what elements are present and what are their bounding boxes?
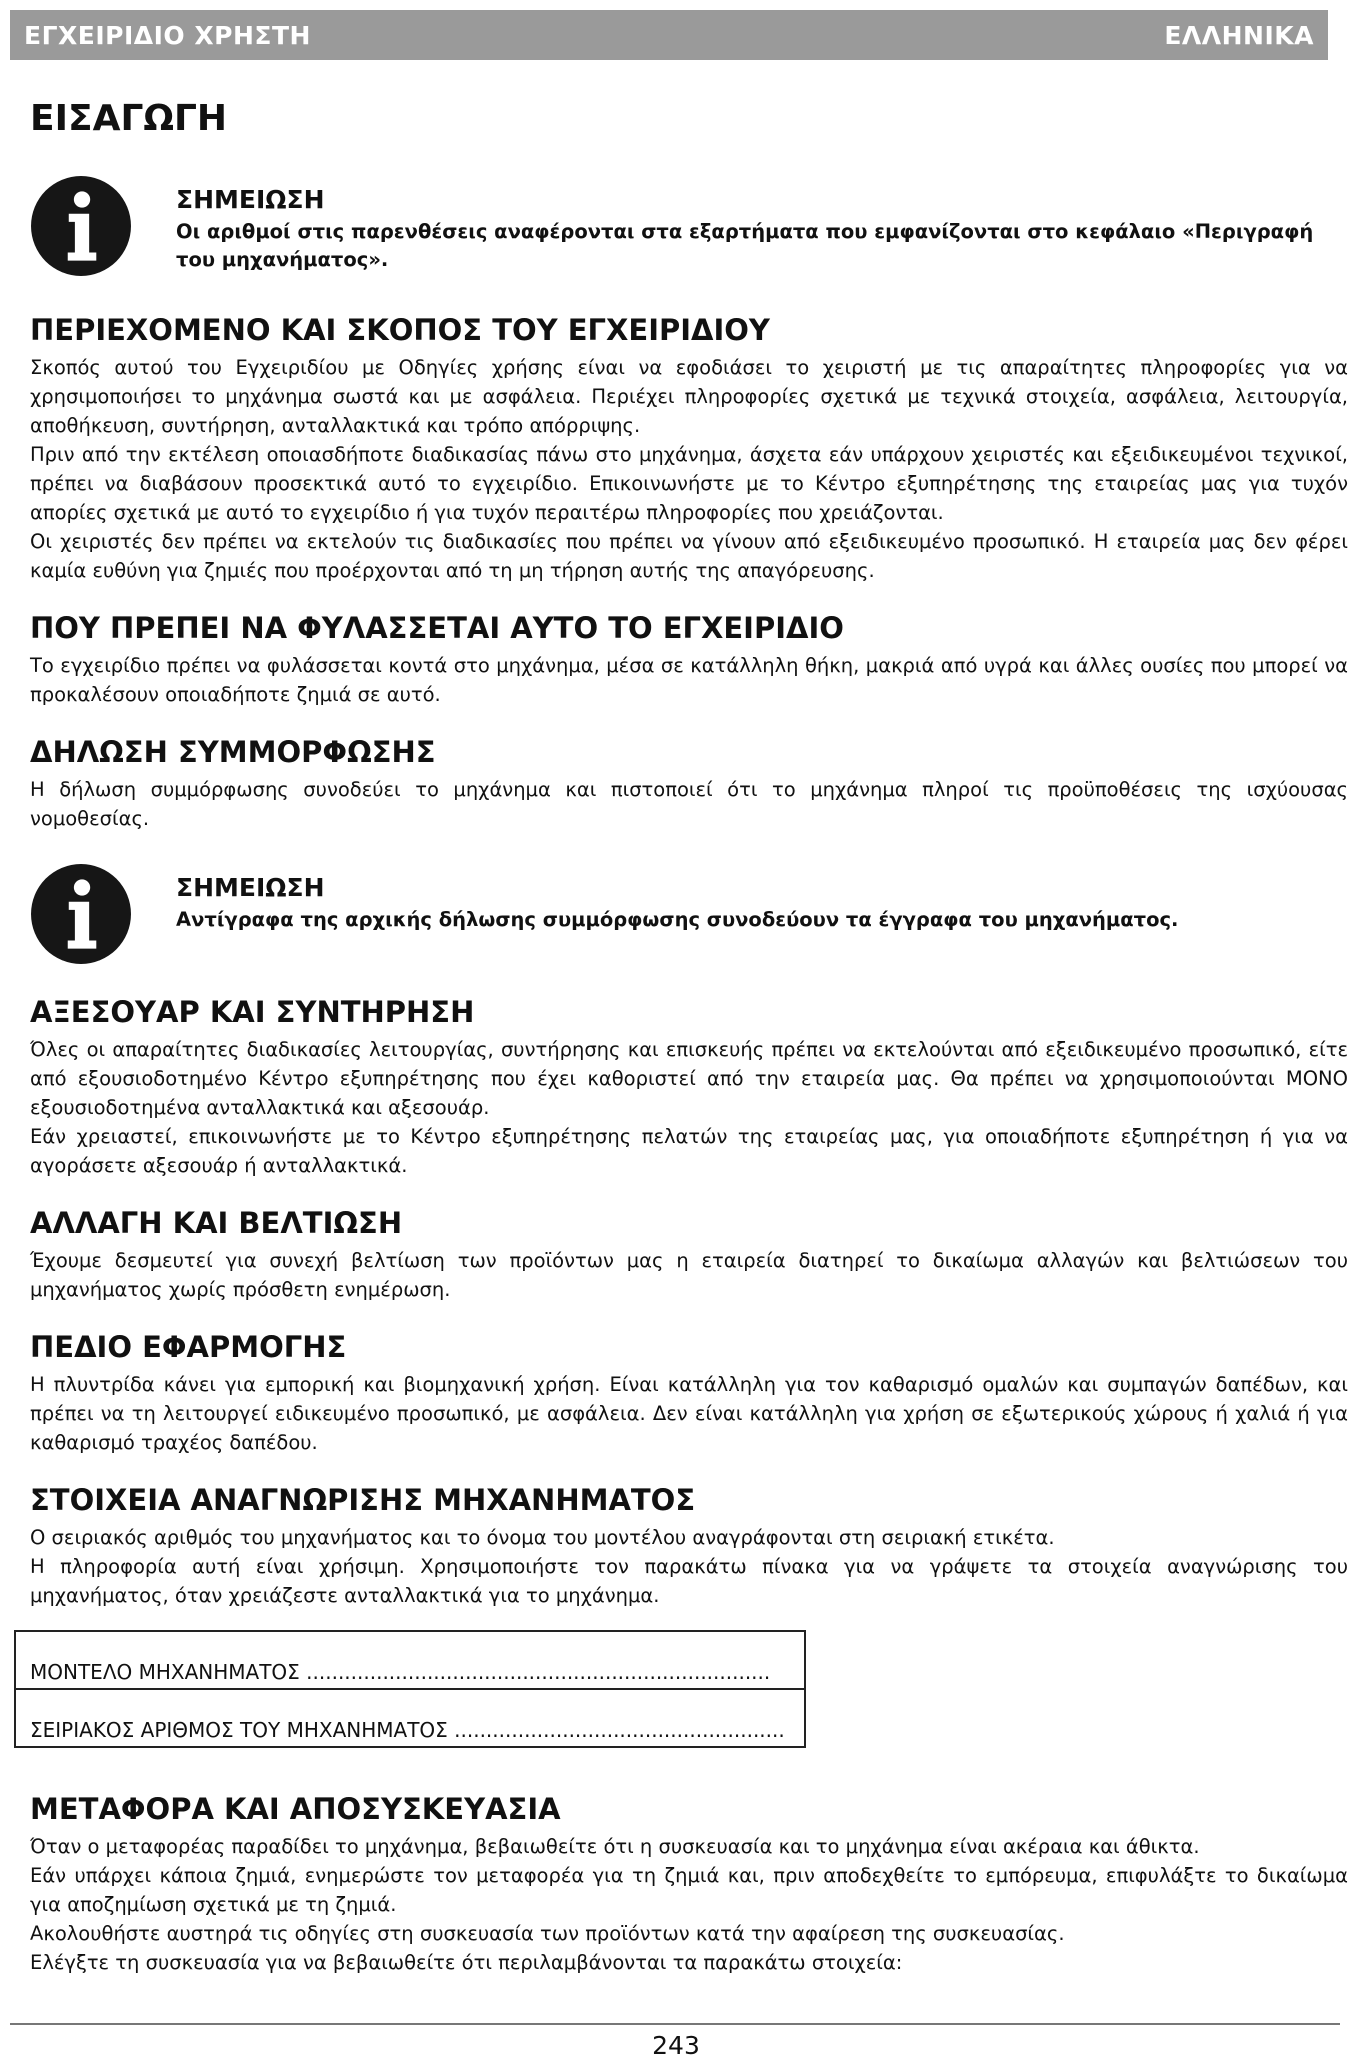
paragraph: Έχουμε δεσμευτεί για συνεχή βελτίωση των προϊόντων μας η εταιρεία διατηρεί το δικαίωμα αλλαγών και βελτιώσεων του μηχανήματος χωρίς πρόσθετη ενημέρωση. <box>30 1249 1348 1301</box>
paragraph: Εάν υπάρχει κάποια ζημιά, ενημερώστε τον μεταφορέα για τη ζημιά και, πριν αποδεχθείτε το εμπόρευμα, επιφυλάξτε το δικαίωμα για αποζημίωση σχετικά με τη ζημιά. <box>30 1864 1348 1916</box>
note-title: ΣΗΜΕΙΩΣΗ <box>176 873 325 902</box>
section-title: ΠΟΥ ΠΡΕΠΕΙ ΝΑ ΦΥΛΑΣΣΕΤΑΙ ΑΥΤΟ ΤΟ ΕΓΧΕΙΡΙΔΙΟ <box>30 611 844 645</box>
section-title: ΑΞΕΣΟΥΑΡ ΚΑΙ ΣΥΝΤΗΡΗΣΗ <box>30 995 475 1029</box>
paragraph: Ο σειριακός αριθμός του μηχανήματος και το όνομα του μοντέλου αναγράφονται στη σειριακή ετικέτα. <box>30 1526 1055 1549</box>
page-number: 243 <box>652 2031 700 2060</box>
conformity-note <box>30 863 1348 965</box>
paragraph: Ελέγξτε τη συσκευασία για να βεβαιωθείτε ότι περιλαμβάνονται τα παρακάτω στοιχεία: <box>30 1951 903 1974</box>
note-text: Αντίγραφα της αρχικής δήλωσης συμμόρφωσης συνοδεύουν τα έγγραφα του μηχανήματος. <box>176 908 1179 931</box>
paragraph: Όταν ο μεταφορέας παραδίδει το μηχάνημα, βεβαιωθείτε ότι η συσκευασία και το μηχάνημα είναι ακέραια και άθικτα. <box>30 1835 1200 1858</box>
section-conformity <box>30 735 1348 833</box>
paragraph: Όλες οι απαραίτητες διαδικασίες λειτουργίας, συντήρησης και επισκευής πρέπει να εκτελούνται από εξειδικευμένο προσωπικό, είτε από εξουσιοδοτημένο Κέντρο εξυπηρέτησης που έχει καθοριστεί από την εταιρεία μας. Θα πρέπει να χρησιμοποιούνται ΜΟΝΟ εξουσιοδοτημένα ανταλλακτικά και αξεσουάρ. <box>30 1038 1348 1119</box>
paragraph: Το εγχειρίδιο πρέπει να φυλάσσεται κοντά στο μηχάνημα, μέσα σε κατάλληλη θήκη, μακριά από υγρά και άλλες ουσίες που μπορεί να προκαλέσουν οποιαδήποτε ζημιά σε αυτό. <box>30 654 1348 706</box>
section-scope <box>30 1330 1348 1457</box>
paragraph: Πριν από την εκτέλεση οποιασδήποτε διαδικασίας πάνω στο μηχάνημα, άσχετα εάν υπάρχουν χειριστές και εξειδικευμένοι τεχνικοί, πρέπει να διαβάσουν προσεκτικά αυτό το εγχειρίδιο. Επικοινωνήστε με το Κέντρο εξυπηρέτησης της εταιρείας μας για τυχόν απορίες σχετικά με αυτό το εγχειρίδιο ή για τυχόν περαιτέρω πληροφορίες που χρειάζονται. <box>30 443 1348 524</box>
note-text: Οι αριθμοί στις παρενθέσεις αναφέρονται στα εξαρτήματα που εμφανίζονται στο κεφάλαιο «Περιγραφή του μηχανήματος». <box>176 220 1314 271</box>
language-label: ΕΛΛΗΝΙΚΑ <box>1164 20 1314 50</box>
intro-title: ΕΙΣΑΓΩΓΗ <box>30 98 228 139</box>
section-changes <box>30 1206 1348 1304</box>
page-content <box>30 98 1348 2003</box>
section-identification <box>30 1483 1348 1610</box>
info-icon <box>30 863 132 965</box>
paragraph: Η πλυντρίδα κάνει για εμπορική και βιομηχανική χρήση. Είναι κατάλληλη για τον καθαρισμό ομαλών και συμπαγών δαπέδων, και πρέπει να τη λειτουργεί ειδικευμένο προσωπικό, με ασφάλεια. Δεν είναι κατάλληλη για χρήση σε εξωτερικούς χώρους ή χαλιά ή για καθαρισμό τραχέος δαπέδου. <box>30 1373 1348 1454</box>
manual-title: ΕΓΧΕΙΡΙΔΙΟ ΧΡΗΣΤΗ <box>24 20 311 50</box>
paragraph: Σκοπός αυτού του Εγχειριδίου με Οδηγίες χρήσης είναι να εφοδιάσει το χειριστή με τις απαραίτητες πληροφορίες για να χρησιμοποιήσει το μηχάνημα σωστά και με ασφάλεια. Περιέχει πληροφορίες σχετικά με τεχνικά στοιχεία, ασφάλεια, λειτουργία, αποθήκευση, συντήρηση, ανταλλακτικά και τρόπο απόρριψης. <box>30 356 1348 437</box>
paragraph: Οι χειριστές δεν πρέπει να εκτελούν τις διαδικασίες που πρέπει να γίνουν από εξειδικευμένο προσωπικό. Η εταιρεία μας δεν φέρει καμία ευθύνη για ζημιές που προέρχονται από τη μη τήρηση αυτής της απαγόρευσης. <box>30 530 1348 582</box>
section-accessories <box>30 995 1348 1180</box>
serial-number-field: ΣΕΙΡΙΑΚΟΣ ΑΡΙΘΜΟΣ ΤΟΥ ΜΗΧΑΝΗΜΑΤΟΣ .................................................... <box>15 1689 805 1747</box>
paragraph: Η πληροφορία αυτή είναι χρήσιμη. Χρησιμοποιήστε τον παρακάτω πίνακα για να γράψετε τα στοιχεία αναγνώρισης του μηχανήματος, όταν χρειάζεστε ανταλλακτικά για το μηχάνημα. <box>30 1555 1348 1607</box>
footer-divider <box>10 2023 1340 2025</box>
note-title: ΣΗΜΕΙΩΣΗ <box>176 185 325 214</box>
info-icon <box>30 175 132 277</box>
model-field: ΜΟΝΤΕΛΟ ΜΗΧΑΝΗΜΑΤΟΣ ......................................................................... <box>15 1631 805 1689</box>
paragraph: Η δήλωση συμμόρφωσης συνοδεύει το μηχάνημα και πιστοποιεί ότι το μηχάνημα πληροί τις προϋποθέσεις της ισχύουσας νομοθεσίας. <box>30 778 1348 830</box>
section-contents <box>30 313 1348 585</box>
section-title: ΔΗΛΩΣΗ ΣΥΜΜΟΡΦΩΣΗΣ <box>30 735 436 769</box>
paragraph: Ακολουθήστε αυστηρά τις οδηγίες στη συσκευασία των προϊόντων κατά την αφαίρεση της συσκευασίας. <box>30 1922 1065 1945</box>
section-transport <box>30 1792 1348 1977</box>
section-title: ΠΕΔΙΟ ΕΦΑΡΜΟΓΗΣ <box>30 1330 347 1364</box>
page-header <box>10 10 1328 60</box>
section-title: ΜΕΤΑΦΟΡΑ ΚΑΙ ΑΠΟΣΥΣΚΕΥΑΣΙΑ <box>30 1792 561 1826</box>
section-title: ΣΤΟΙΧΕΙΑ ΑΝΑΓΝΩΡΙΣΗΣ ΜΗΧΑΝΗΜΑΤΟΣ <box>30 1483 696 1517</box>
section-title: ΑΛΛΑΓΗ ΚΑΙ ΒΕΛΤΙΩΣΗ <box>30 1206 403 1240</box>
intro-note <box>30 175 1348 277</box>
section-title: ΠΕΡΙΕΧΟΜΕΝΟ ΚΑΙ ΣΚΟΠΟΣ ΤΟΥ ΕΓΧΕΙΡΙΔΙΟΥ <box>30 313 770 347</box>
machine-id-table <box>14 1630 806 1748</box>
paragraph: Εάν χρειαστεί, επικοινωνήστε με το Κέντρο εξυπηρέτησης πελατών της εταιρείας μας, για οποιαδήποτε εξυπηρέτηση ή για να αγοράσετε αξεσουάρ ή ανταλλακτικά. <box>30 1125 1348 1177</box>
section-storage <box>30 611 1348 709</box>
